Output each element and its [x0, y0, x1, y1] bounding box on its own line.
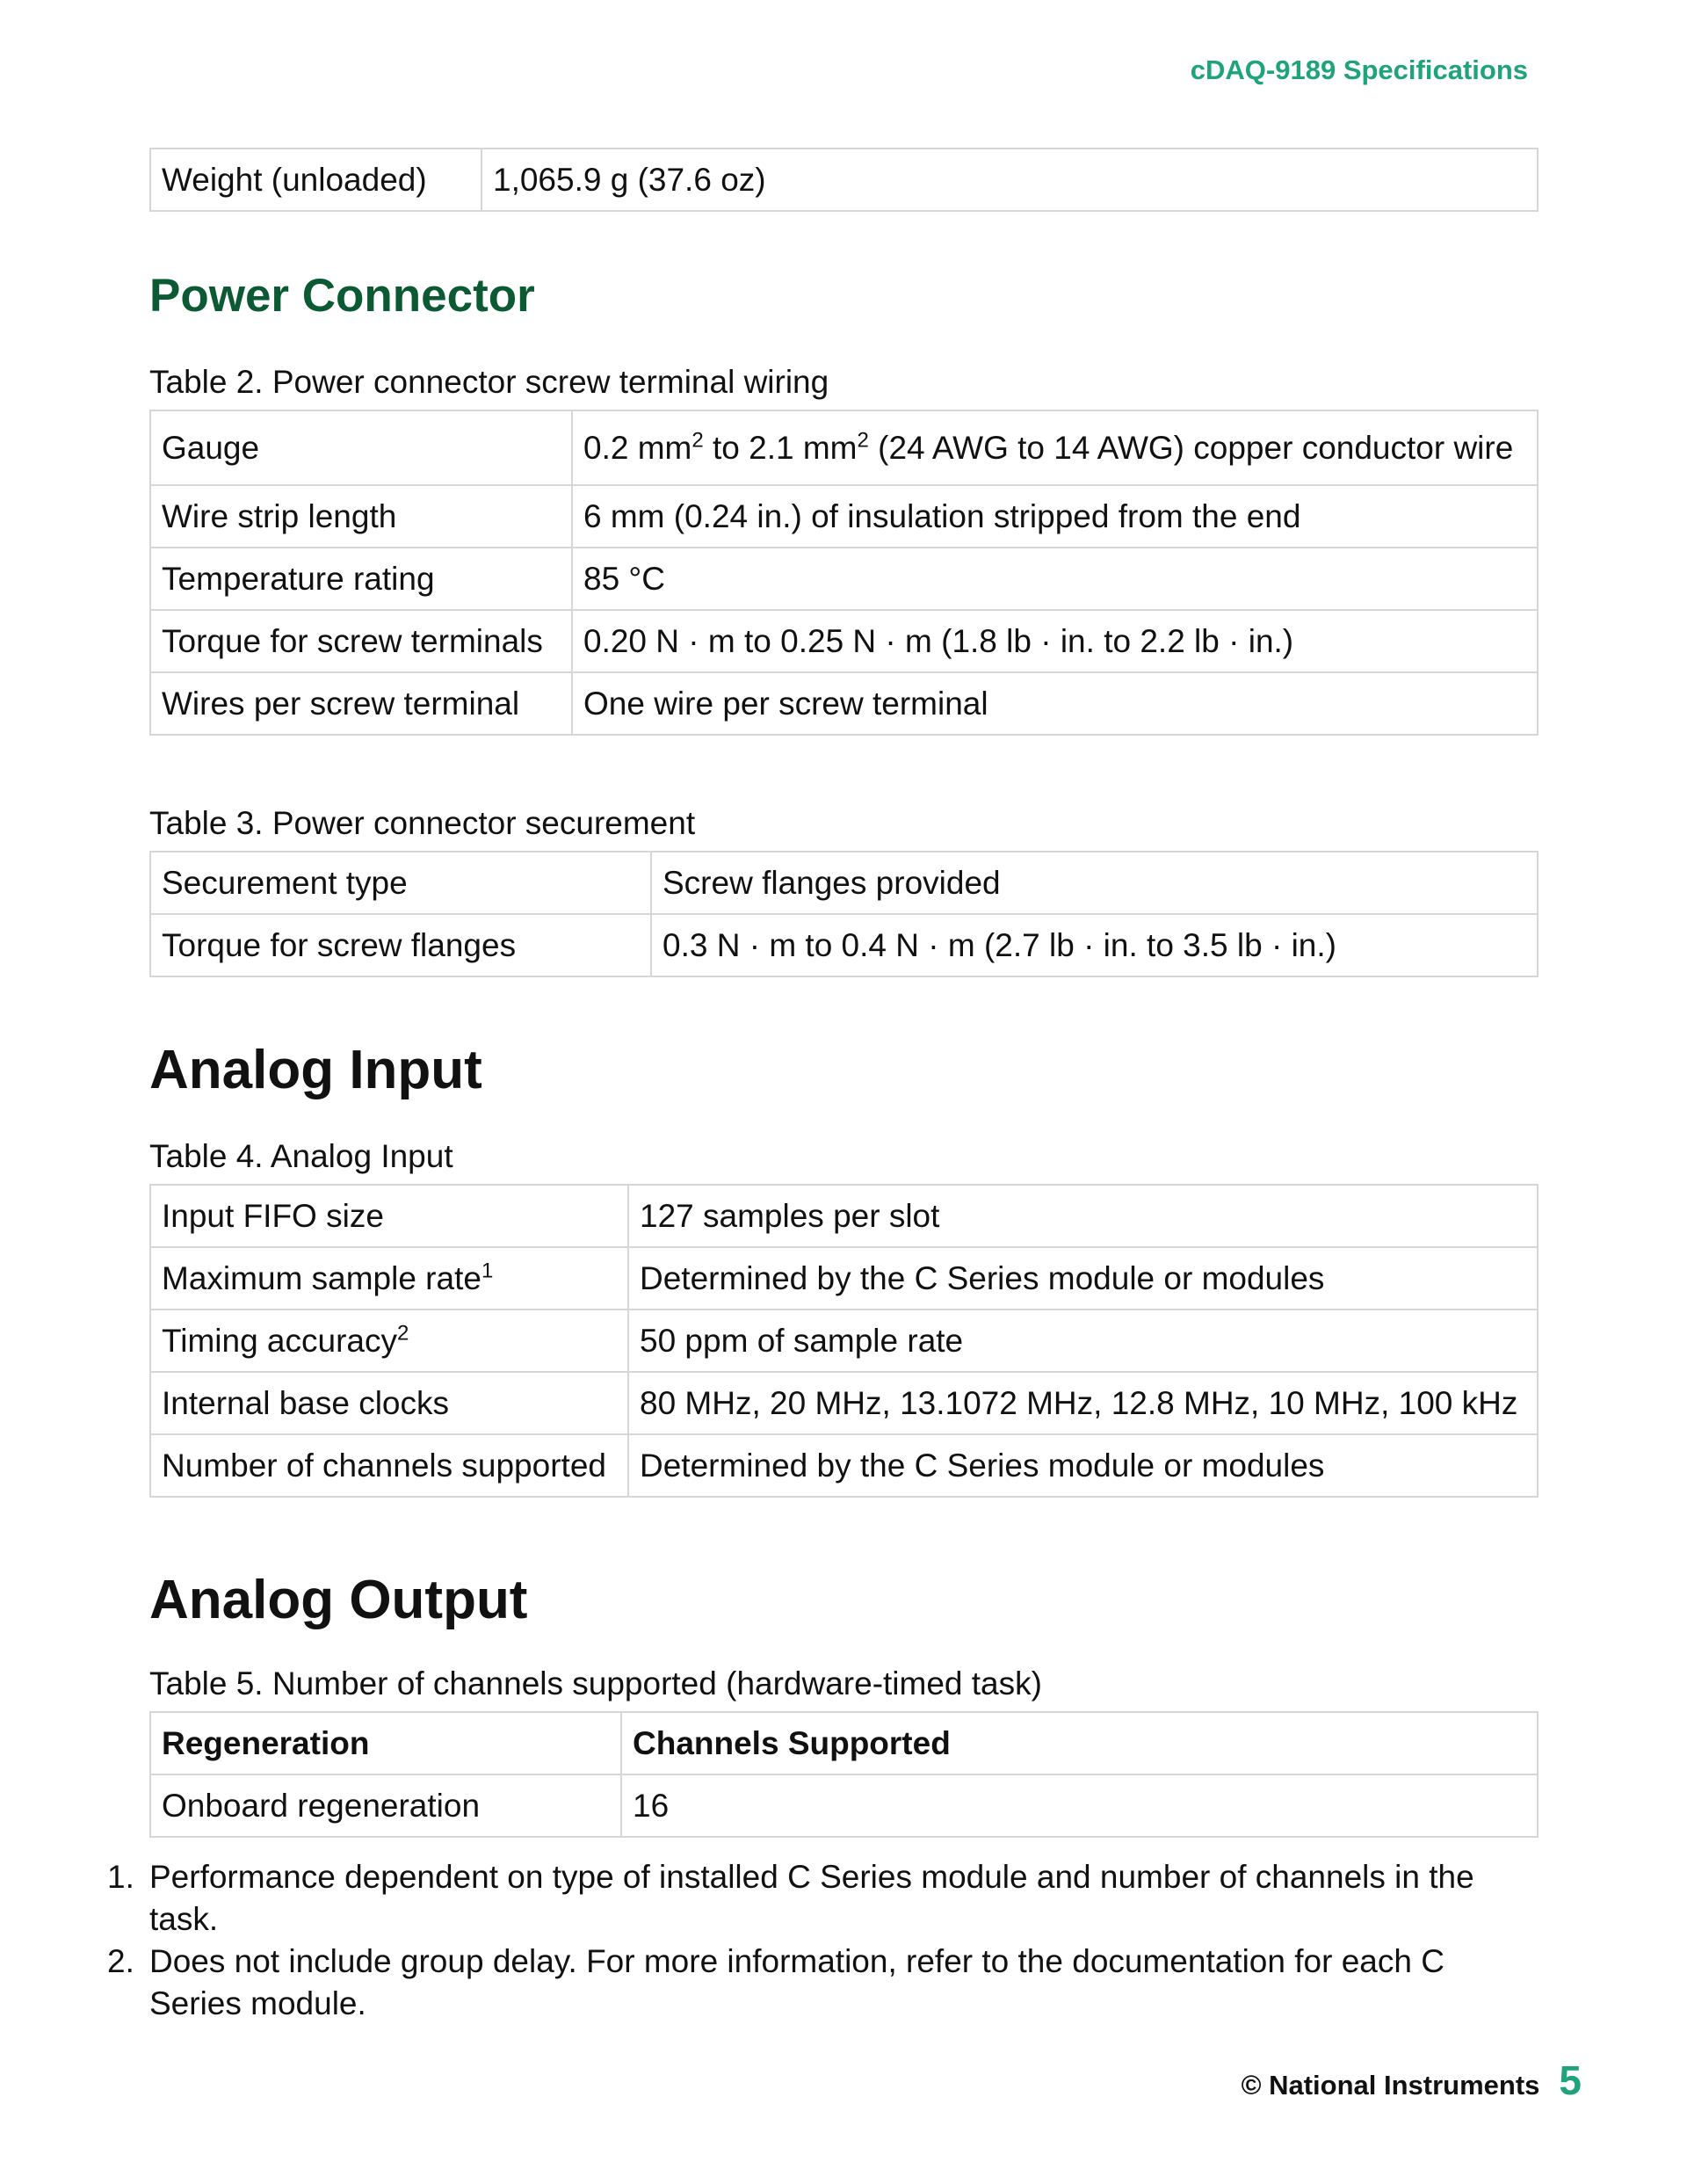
spec-value: 1,065.9 g (37.6 oz) — [481, 149, 1538, 211]
running-header: cDAQ-9189 Specifications — [1190, 54, 1528, 85]
spec-label — [150, 1372, 628, 1434]
spec-label: Wires per screw terminal — [150, 672, 572, 735]
spec-label-text: Timing accuracy — [162, 1322, 397, 1359]
table-row — [150, 914, 1538, 976]
spec-label — [150, 1310, 628, 1372]
spec-value: 80 MHz, 20 MHz, 13.1072 MHz, 12.8 MHz, 10 MHz, 100 kHz — [628, 1372, 1538, 1434]
table-row — [150, 610, 1538, 672]
power-securement-table — [149, 851, 1539, 977]
table-caption: Table 4. Analog Input — [149, 1138, 453, 1174]
spec-label: Onboard regeneration — [150, 1774, 621, 1837]
table-row — [150, 1247, 1538, 1310]
spec-label-text: Maximum sample rate — [162, 1259, 481, 1296]
table-row — [150, 1185, 1538, 1247]
weight-table — [149, 148, 1539, 212]
footnote-ref: 1 — [481, 1259, 494, 1283]
table-row — [150, 1310, 1538, 1372]
table-caption: Table 5. Number of channels supported (hardware-timed task) — [149, 1665, 1042, 1701]
footnotes — [107, 1856, 1539, 2025]
footnote-ref: 2 — [396, 1321, 409, 1346]
footnote-item — [107, 1856, 1539, 1941]
gauge-value-part: 0.2 mm — [583, 429, 692, 466]
superscript: 2 — [857, 428, 869, 453]
spec-label — [150, 1434, 628, 1497]
spec-value — [572, 410, 1538, 485]
footnote-item — [107, 1941, 1539, 2025]
spec-label: Torque for screw terminals — [150, 610, 572, 672]
spec-value: 127 samples per slot — [628, 1185, 1538, 1247]
footnote-text: Does not include group delay. For more information, refer to the documentation for each C Series module. — [149, 1943, 1444, 2021]
spec-value: Determined by the C Series module or modules — [628, 1247, 1538, 1310]
spec-label: Securement type — [150, 852, 651, 914]
footnote-text: Performance dependent on type of installed C Series module and number of channels in the task. — [149, 1859, 1474, 1937]
spec-label — [150, 1185, 628, 1247]
column-header: Channels Supported — [621, 1712, 1538, 1774]
spec-value: 0.20 N · m to 0.25 N · m (1.8 lb · in. to 2.2 lb · in.) — [572, 610, 1538, 672]
spec-label-text: Input FIFO size — [162, 1197, 384, 1234]
superscript: 2 — [691, 428, 704, 453]
table-row — [150, 149, 1538, 211]
spec-label: Weight (unloaded) — [150, 149, 481, 211]
page-footer — [1242, 2057, 1582, 2104]
column-header: Regeneration — [150, 1712, 621, 1774]
spec-value: Determined by the C Series module or modules — [628, 1434, 1538, 1497]
spec-value: 50 ppm of sample rate — [628, 1310, 1538, 1372]
copyright: © National Instruments — [1241, 2070, 1540, 2101]
table-caption: Table 2. Power connector screw terminal wiring — [149, 364, 829, 400]
spec-label: Gauge — [150, 410, 572, 485]
spec-value: One wire per screw terminal — [572, 672, 1538, 735]
table-header-row — [150, 1712, 1538, 1774]
table-row — [150, 548, 1538, 610]
spec-label: Temperature rating — [150, 548, 572, 610]
table-row — [150, 852, 1538, 914]
table-row — [150, 1372, 1538, 1434]
table-row — [150, 410, 1538, 485]
spec-value: Screw flanges provided — [651, 852, 1538, 914]
gauge-value-part: (24 AWG to 14 AWG) copper conductor wire — [868, 429, 1514, 466]
spec-label: Torque for screw flanges — [150, 914, 651, 976]
spec-value: 6 mm (0.24 in.) of insulation stripped from the end — [572, 485, 1538, 548]
spec-label: Wire strip length — [150, 485, 572, 548]
table-row — [150, 672, 1538, 735]
table-row — [150, 1434, 1538, 1497]
section-heading-analog-output: Analog Output — [149, 1570, 528, 1630]
spec-label-text: Internal base clocks — [162, 1384, 450, 1421]
page-number: 5 — [1559, 2057, 1582, 2103]
footnote-number: 2. — [107, 1943, 134, 1979]
power-wiring-table — [149, 410, 1539, 736]
spec-value: 0.3 N · m to 0.4 N · m (2.7 lb · in. to 3.5 lb · in.) — [651, 914, 1538, 976]
spec-label-text: Number of channels supported — [162, 1447, 606, 1484]
table-row — [150, 1774, 1538, 1837]
spec-value: 85 °C — [572, 548, 1538, 610]
analog-output-table — [149, 1711, 1539, 1838]
gauge-value-part: to 2.1 mm — [703, 429, 858, 466]
table-caption: Table 3. Power connector securement — [149, 805, 696, 841]
analog-input-table — [149, 1184, 1539, 1498]
spec-value: 16 — [621, 1774, 1538, 1837]
table-row — [150, 485, 1538, 548]
section-heading-power-connector: Power Connector — [149, 270, 535, 322]
footnote-number: 1. — [107, 1859, 134, 1895]
spec-label — [150, 1247, 628, 1310]
section-heading-analog-input: Analog Input — [149, 1040, 482, 1100]
